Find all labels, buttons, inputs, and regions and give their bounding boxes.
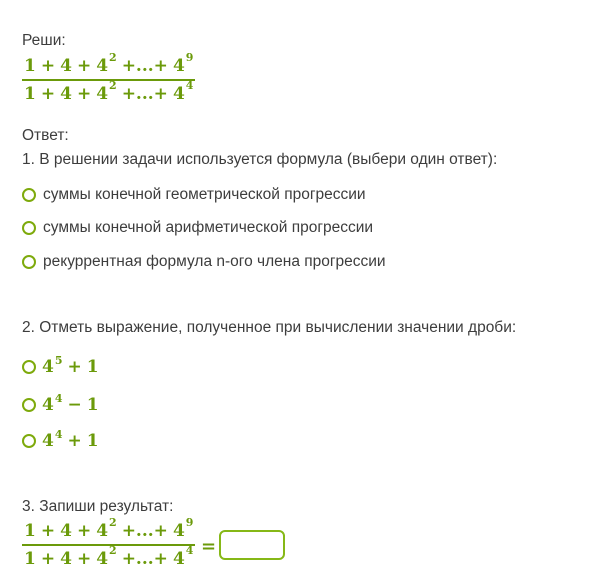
expr-exp: 4 bbox=[54, 428, 63, 441]
q2-option-3[interactable] bbox=[22, 430, 99, 452]
num-term-4: 4 bbox=[60, 521, 72, 541]
q1-option-arithmetic[interactable] bbox=[22, 217, 373, 239]
result-fraction bbox=[22, 516, 195, 571]
den-last-base: 4 bbox=[172, 549, 185, 569]
den-term-1: 1 bbox=[24, 84, 36, 104]
radio-button[interactable] bbox=[22, 221, 36, 235]
radio-button[interactable] bbox=[22, 360, 36, 374]
option-label: суммы конечной геометрической прогрессии bbox=[43, 186, 366, 203]
num-last-exp: 9 bbox=[185, 51, 194, 64]
question-3-text: 3. Запиши результат: bbox=[22, 498, 174, 515]
den-last-exp: 4 bbox=[185, 79, 194, 92]
num-base-4: 4 bbox=[96, 521, 109, 541]
den-last-exp: 4 bbox=[185, 544, 194, 557]
option-label: рекуррентная формула n-ого члена прогрессии bbox=[43, 253, 386, 270]
num-exp-2: 2 bbox=[109, 516, 117, 529]
den-term-4: 4 bbox=[60, 84, 72, 104]
den-exp-2: 2 bbox=[109, 79, 117, 92]
equals-sign: = bbox=[201, 536, 217, 557]
den-plus-2: + bbox=[76, 84, 92, 104]
fraction-numerator bbox=[22, 516, 195, 543]
radio-button[interactable] bbox=[22, 434, 36, 448]
den-term-4: 4 bbox=[60, 549, 72, 569]
expr-exp: 4 bbox=[54, 392, 63, 405]
num-exp-2: 2 bbox=[109, 51, 117, 64]
radio-button[interactable] bbox=[22, 398, 36, 412]
den-plus-1: + bbox=[40, 84, 56, 104]
q1-option-geometric[interactable] bbox=[22, 184, 366, 206]
fraction-numerator bbox=[22, 51, 195, 78]
den-plus-2: + bbox=[76, 549, 92, 569]
option-label: суммы конечной арифметической прогрессии bbox=[43, 219, 374, 236]
den-base-4: 4 bbox=[96, 549, 109, 569]
option-expression bbox=[42, 394, 99, 416]
expr-base: 4 bbox=[42, 431, 54, 451]
den-base-4: 4 bbox=[96, 84, 109, 104]
q2-option-2[interactable] bbox=[22, 394, 99, 416]
task-fraction bbox=[22, 51, 195, 106]
expr-op: − bbox=[67, 395, 82, 415]
expr-op: + bbox=[67, 357, 82, 377]
radio-button[interactable] bbox=[22, 188, 36, 202]
expr-term: 1 bbox=[86, 431, 99, 451]
option-expression bbox=[42, 356, 99, 378]
den-term-1: 1 bbox=[24, 549, 36, 569]
q1-option-recurrent[interactable] bbox=[22, 251, 386, 273]
den-ellipsis: +...+ bbox=[121, 549, 168, 569]
den-ellipsis: +...+ bbox=[121, 84, 168, 104]
num-plus-2: + bbox=[76, 56, 92, 76]
result-input[interactable] bbox=[219, 530, 285, 560]
num-plus-2: + bbox=[76, 521, 92, 541]
num-ellipsis: +...+ bbox=[121, 521, 168, 541]
fraction-denominator bbox=[22, 79, 195, 106]
answer-label: Ответ: bbox=[22, 127, 69, 144]
fraction-denominator bbox=[22, 544, 195, 571]
num-term-1: 1 bbox=[24, 521, 36, 541]
radio-button[interactable] bbox=[22, 255, 36, 269]
question-1-text: 1. В решении задачи используется формула (выбери один ответ): bbox=[22, 151, 498, 168]
expr-base: 4 bbox=[42, 357, 54, 377]
expr-exp: 5 bbox=[54, 354, 63, 367]
q2-option-1[interactable] bbox=[22, 356, 99, 378]
den-plus-1: + bbox=[40, 549, 56, 569]
expr-term: 1 bbox=[86, 357, 99, 377]
den-last-base: 4 bbox=[172, 84, 185, 104]
expr-op: + bbox=[67, 431, 82, 451]
num-plus-1: + bbox=[40, 521, 56, 541]
option-expression bbox=[42, 430, 99, 452]
num-last-exp: 9 bbox=[185, 516, 194, 529]
num-term-1: 1 bbox=[24, 56, 36, 76]
num-last-base: 4 bbox=[172, 521, 185, 541]
num-base-4: 4 bbox=[96, 56, 109, 76]
num-ellipsis: +...+ bbox=[121, 56, 168, 76]
expr-term: 1 bbox=[86, 395, 99, 415]
expr-base: 4 bbox=[42, 395, 54, 415]
num-term-4: 4 bbox=[60, 56, 72, 76]
num-plus-1: + bbox=[40, 56, 56, 76]
num-last-base: 4 bbox=[172, 56, 185, 76]
question-2-text: 2. Отметь выражение, полученное при вычислении значении дроби: bbox=[22, 319, 517, 336]
task-prompt: Реши: bbox=[22, 32, 66, 49]
den-exp-2: 2 bbox=[109, 544, 117, 557]
